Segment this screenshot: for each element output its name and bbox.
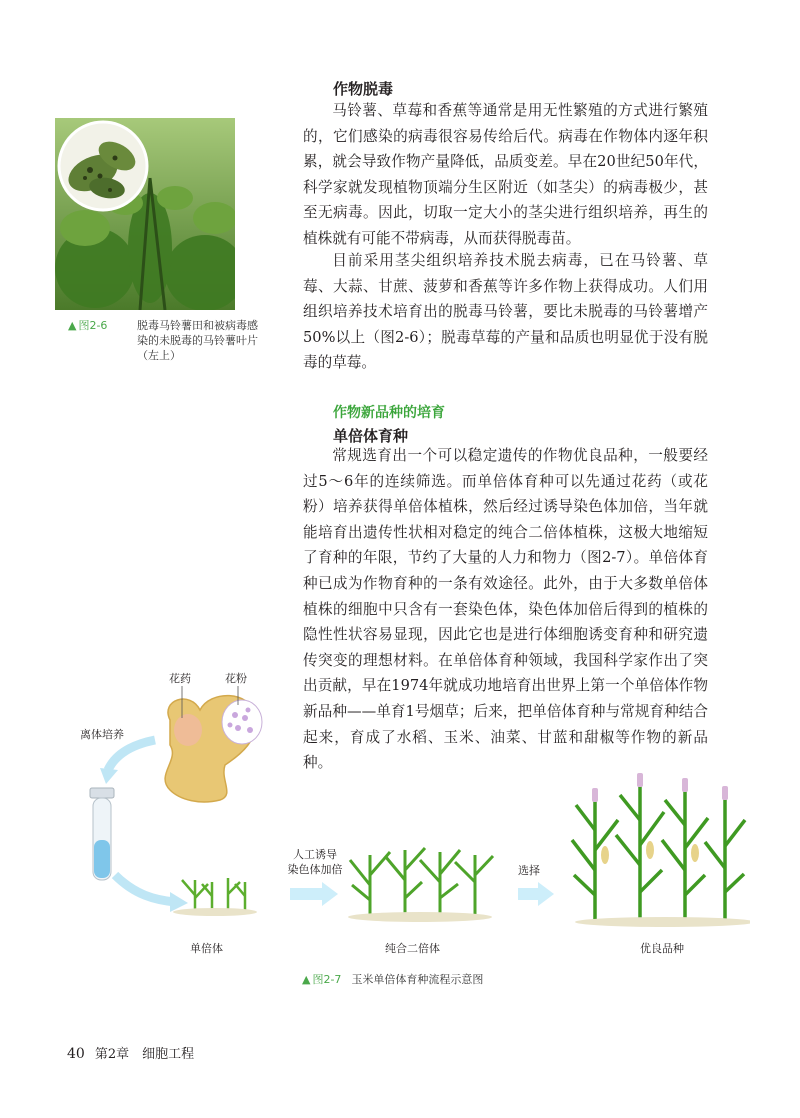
label-in-vitro-culture: 离体培养	[80, 728, 124, 741]
haploid-seedlings	[182, 878, 245, 910]
test-tube-icon	[90, 788, 114, 880]
potato-field-illustration	[55, 118, 235, 310]
figure-2-7-caption: 玉米单倍体育种流程示意图	[351, 973, 484, 986]
figure-marker: ▲	[68, 319, 77, 332]
subheading-haploid-breeding: 单倍体育种	[333, 427, 409, 445]
diploid-plants	[350, 848, 493, 915]
figure-2-6-caption: 脱毒马铃薯田和被病毒感染的未脱毒的马铃薯叶片（左上）	[137, 319, 258, 362]
label-induce-line2: 染色体加倍	[287, 863, 343, 876]
section1-paragraph-2: 目前采用茎尖组织培养技术脱去病毒，已在马铃薯、草莓、大蒜、甘蔗、菠萝和香蕉等许多作物上获得成功。人们用组织培养技术培育出的脱毒马铃薯，要比未脱毒的马铃薯增产50%以上（图2-6）；脱毒草莓的产量和品质也明显优于没有脱毒的草莓。	[303, 252, 708, 372]
section2-paragraph-1: 常规选育出一个可以稳定遗传的作物优良品种，一般要经过5～6年的连续筛选。而单倍体育种可以先通过花药（或花粉）培养获得单倍体植株，然后经过诱导染色体加倍，当年就能培育出遗传性状相对稳定的纯合二倍体植株，这极大地缩短了育种的年限，节约了大量的人力和物力（图2-7）。单倍体育种已成为作物育种的一条有效途径。此外，由于大多数单倍体植株的细胞中只含有一套染色体，染色体加倍后得到的植株的隐性性状容易显现，因此它也是进行体细胞诱变育种和研究遗传突变的理想材料。在单倍体育种领域，我国科学家作出了突出贡献，早在1974年就成功地培育出世界上第一个单倍体作物新品种——单育1号烟草；后来，把单倍体育种与常规育种结合起来，育成了水稻、玉米、油菜、甘蓝和甜椒等作物的新品种。	[303, 447, 708, 772]
section-heading-new-varieties: 作物新品种的培育	[333, 405, 445, 421]
pollen-icon	[222, 700, 262, 744]
figure-marker: ▲	[302, 973, 311, 986]
figure-2-6-photo	[55, 118, 235, 310]
chapter-label: 第2章 细胞工程	[94, 1047, 195, 1062]
label-pure-diploid: 纯合二倍体	[385, 942, 440, 955]
page-footer	[67, 1043, 194, 1062]
figure-2-6-caption-block	[68, 318, 278, 362]
label-haploid: 单倍体	[190, 942, 223, 955]
elite-plants	[572, 773, 750, 927]
label-elite-variety: 优良品种	[640, 942, 684, 955]
figure-2-7-label: 图2-7	[312, 973, 342, 986]
page-number: 40	[67, 1046, 85, 1062]
figure-2-6-label: 图2-6	[78, 319, 108, 332]
maize-haploid-breeding-flow	[60, 670, 750, 960]
figure-2-7-diagram	[60, 670, 750, 960]
section1-paragraph-1: 马铃薯、草莓和香蕉等通常是用无性繁殖的方式进行繁殖的，它们感染的病毒很容易传给后代。病毒在作物体内逐年积累，就会导致作物产量降低，品质变差。早在20世纪50年代，科学家就发现植物顶端分生区附近（如茎尖）的病毒极少，甚至无病毒。因此，切取一定大小的茎尖进行组织培养，再生的植株就有可能不带病毒，从而获得脱毒苗。	[303, 102, 708, 247]
section-heading-virus-free: 作物脱毒	[333, 80, 394, 98]
label-pollen: 花粉	[225, 672, 247, 685]
arrow-icon	[518, 882, 554, 906]
label-selection: 选择	[518, 864, 540, 877]
label-anther: 花药	[169, 672, 191, 685]
figure-2-7-caption-block	[302, 972, 483, 987]
label-induce-line1: 人工诱导	[293, 848, 337, 861]
arrow-icon	[290, 882, 338, 906]
